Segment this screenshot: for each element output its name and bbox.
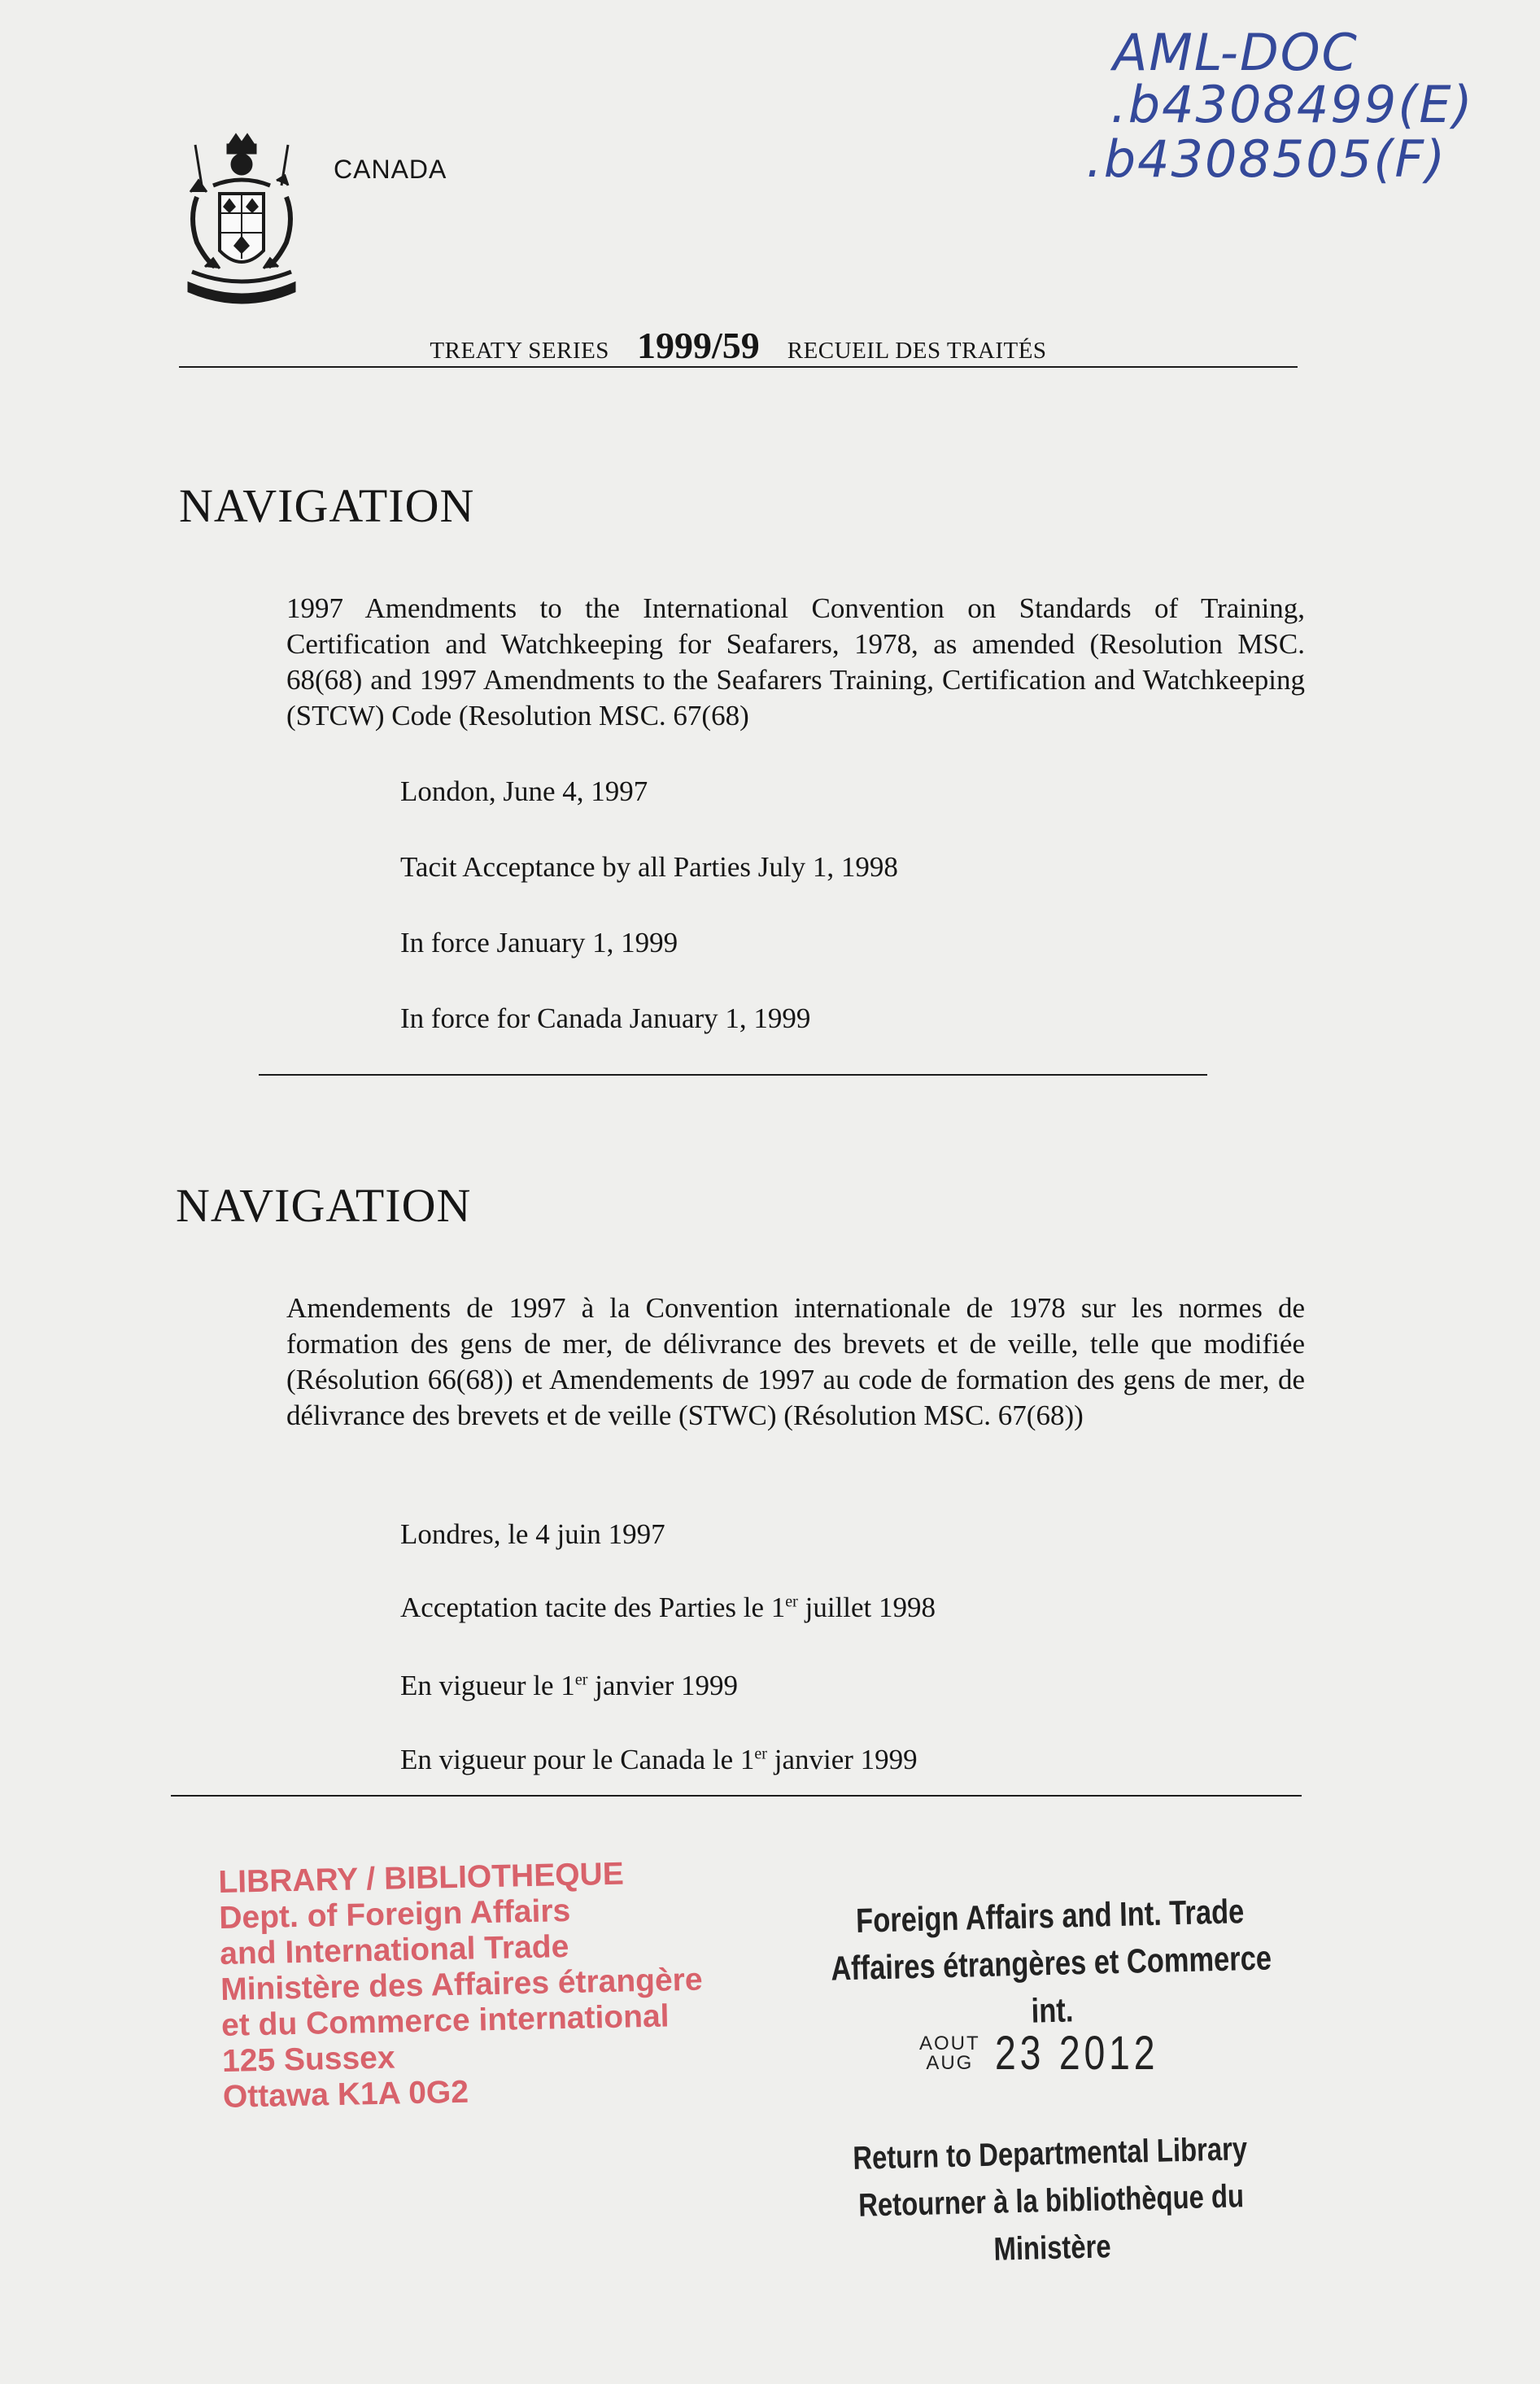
treaty-series-header [179,324,1298,367]
return-stamp-line-fr: Retourner à la bibliothèque du Ministère [857,2178,1245,2268]
place-date-fr: Londres, le 4 juin 1997 [400,1518,665,1550]
library-stamp-line: et du Commerce international [220,1998,670,2043]
library-stamp-line: LIBRARY / BIBLIOTHEQUE [218,1856,625,1900]
in-force-fr: En vigueur le 1er janvier 1999 [400,1670,739,1701]
handwritten-note-line-3: .b4308505(F) [1086,129,1447,189]
date-stamp-month-fr: AOUT [919,2032,980,2054]
in-force-canada-en: In force for Canada January 1, 1999 [400,1002,811,1034]
library-stamp-line: 125 Sussex [221,2040,395,2079]
treaty-title-fr: Amendements de 1997 à la Convention internationale de 1978 sur les normes de formation des gens de mer, de délivrance des brevets et de veille, telle que modifiée (Résolution 66(68)) et Amendements de 1997 au code de formation des gens de mer, de délivrance des brevets et de veille (STWC) (Résolution MSC. 67(68)) [286,1292,1305,1431]
canada-coat-of-arms-icon [172,129,311,324]
section-rule-en [259,1074,1207,1076]
in-force-en: In force January 1, 1999 [400,927,678,958]
handwritten-note-line-2: .b4308499(E) [1110,75,1474,134]
section-rule-fr [171,1795,1302,1797]
library-stamp-line: Dept. of Foreign Affairs [218,1893,571,1936]
series-number: 1999/59 [636,325,760,366]
department-stamp-line-fr: Affaires étrangères et Commerce int. [830,1938,1272,2030]
series-label-en: TREATY SERIES [430,338,609,364]
department-stamp-line-en: Foreign Affairs and Int. Trade [855,1892,1245,1940]
section-heading-en: NAVIGATION [179,479,475,532]
place-date-en: London, June 4, 1997 [400,775,648,807]
in-force-canada-fr: En vigueur pour le Canada le 1er janvier 1999 [400,1744,918,1775]
date-stamp-months [919,2034,980,2073]
library-stamp-line: Ministère des Affaires étrangère [220,1962,703,2007]
series-label-fr: RECUEIL DES TRAITÉS [787,338,1047,364]
date-stamp-day-year: 23 2012 [994,2027,1158,2080]
department-stamp [822,1887,1280,2040]
return-stamp-line-en: Return to Departmental Library [852,2131,1248,2177]
country-label: CANADA [334,155,447,184]
library-stamp-line: and International Trade [219,1928,569,1971]
date-stamp [919,2026,1199,2081]
date-stamp-month-en: AUG [926,2051,974,2074]
library-stamp-line: Ottawa K1A 0G2 [222,2074,469,2115]
return-stamp [796,2124,1306,2277]
tacit-acceptance-fr: Acceptation tacite des Parties le 1er juillet 1998 [400,1592,936,1623]
section-heading-fr: NAVIGATION [176,1179,472,1232]
handwritten-note-line-1: AML-DOC [1113,23,1359,82]
header-rule [179,366,1298,368]
treaty-title-en: 1997 Amendments to the International Convention on Standards of Training, Certification and Watchkeeping for Seafarers, 1978, as amended (Resolution MSC. 68(68) and 1997 Amendments to the Seafarers Training, Certification and Watchkeeping (STCW) Code (Resolution MSC. 67(68) [286,592,1305,731]
tacit-acceptance-en: Tacit Acceptance by all Parties July 1, 1998 [400,851,898,883]
library-stamp [218,1855,705,2115]
